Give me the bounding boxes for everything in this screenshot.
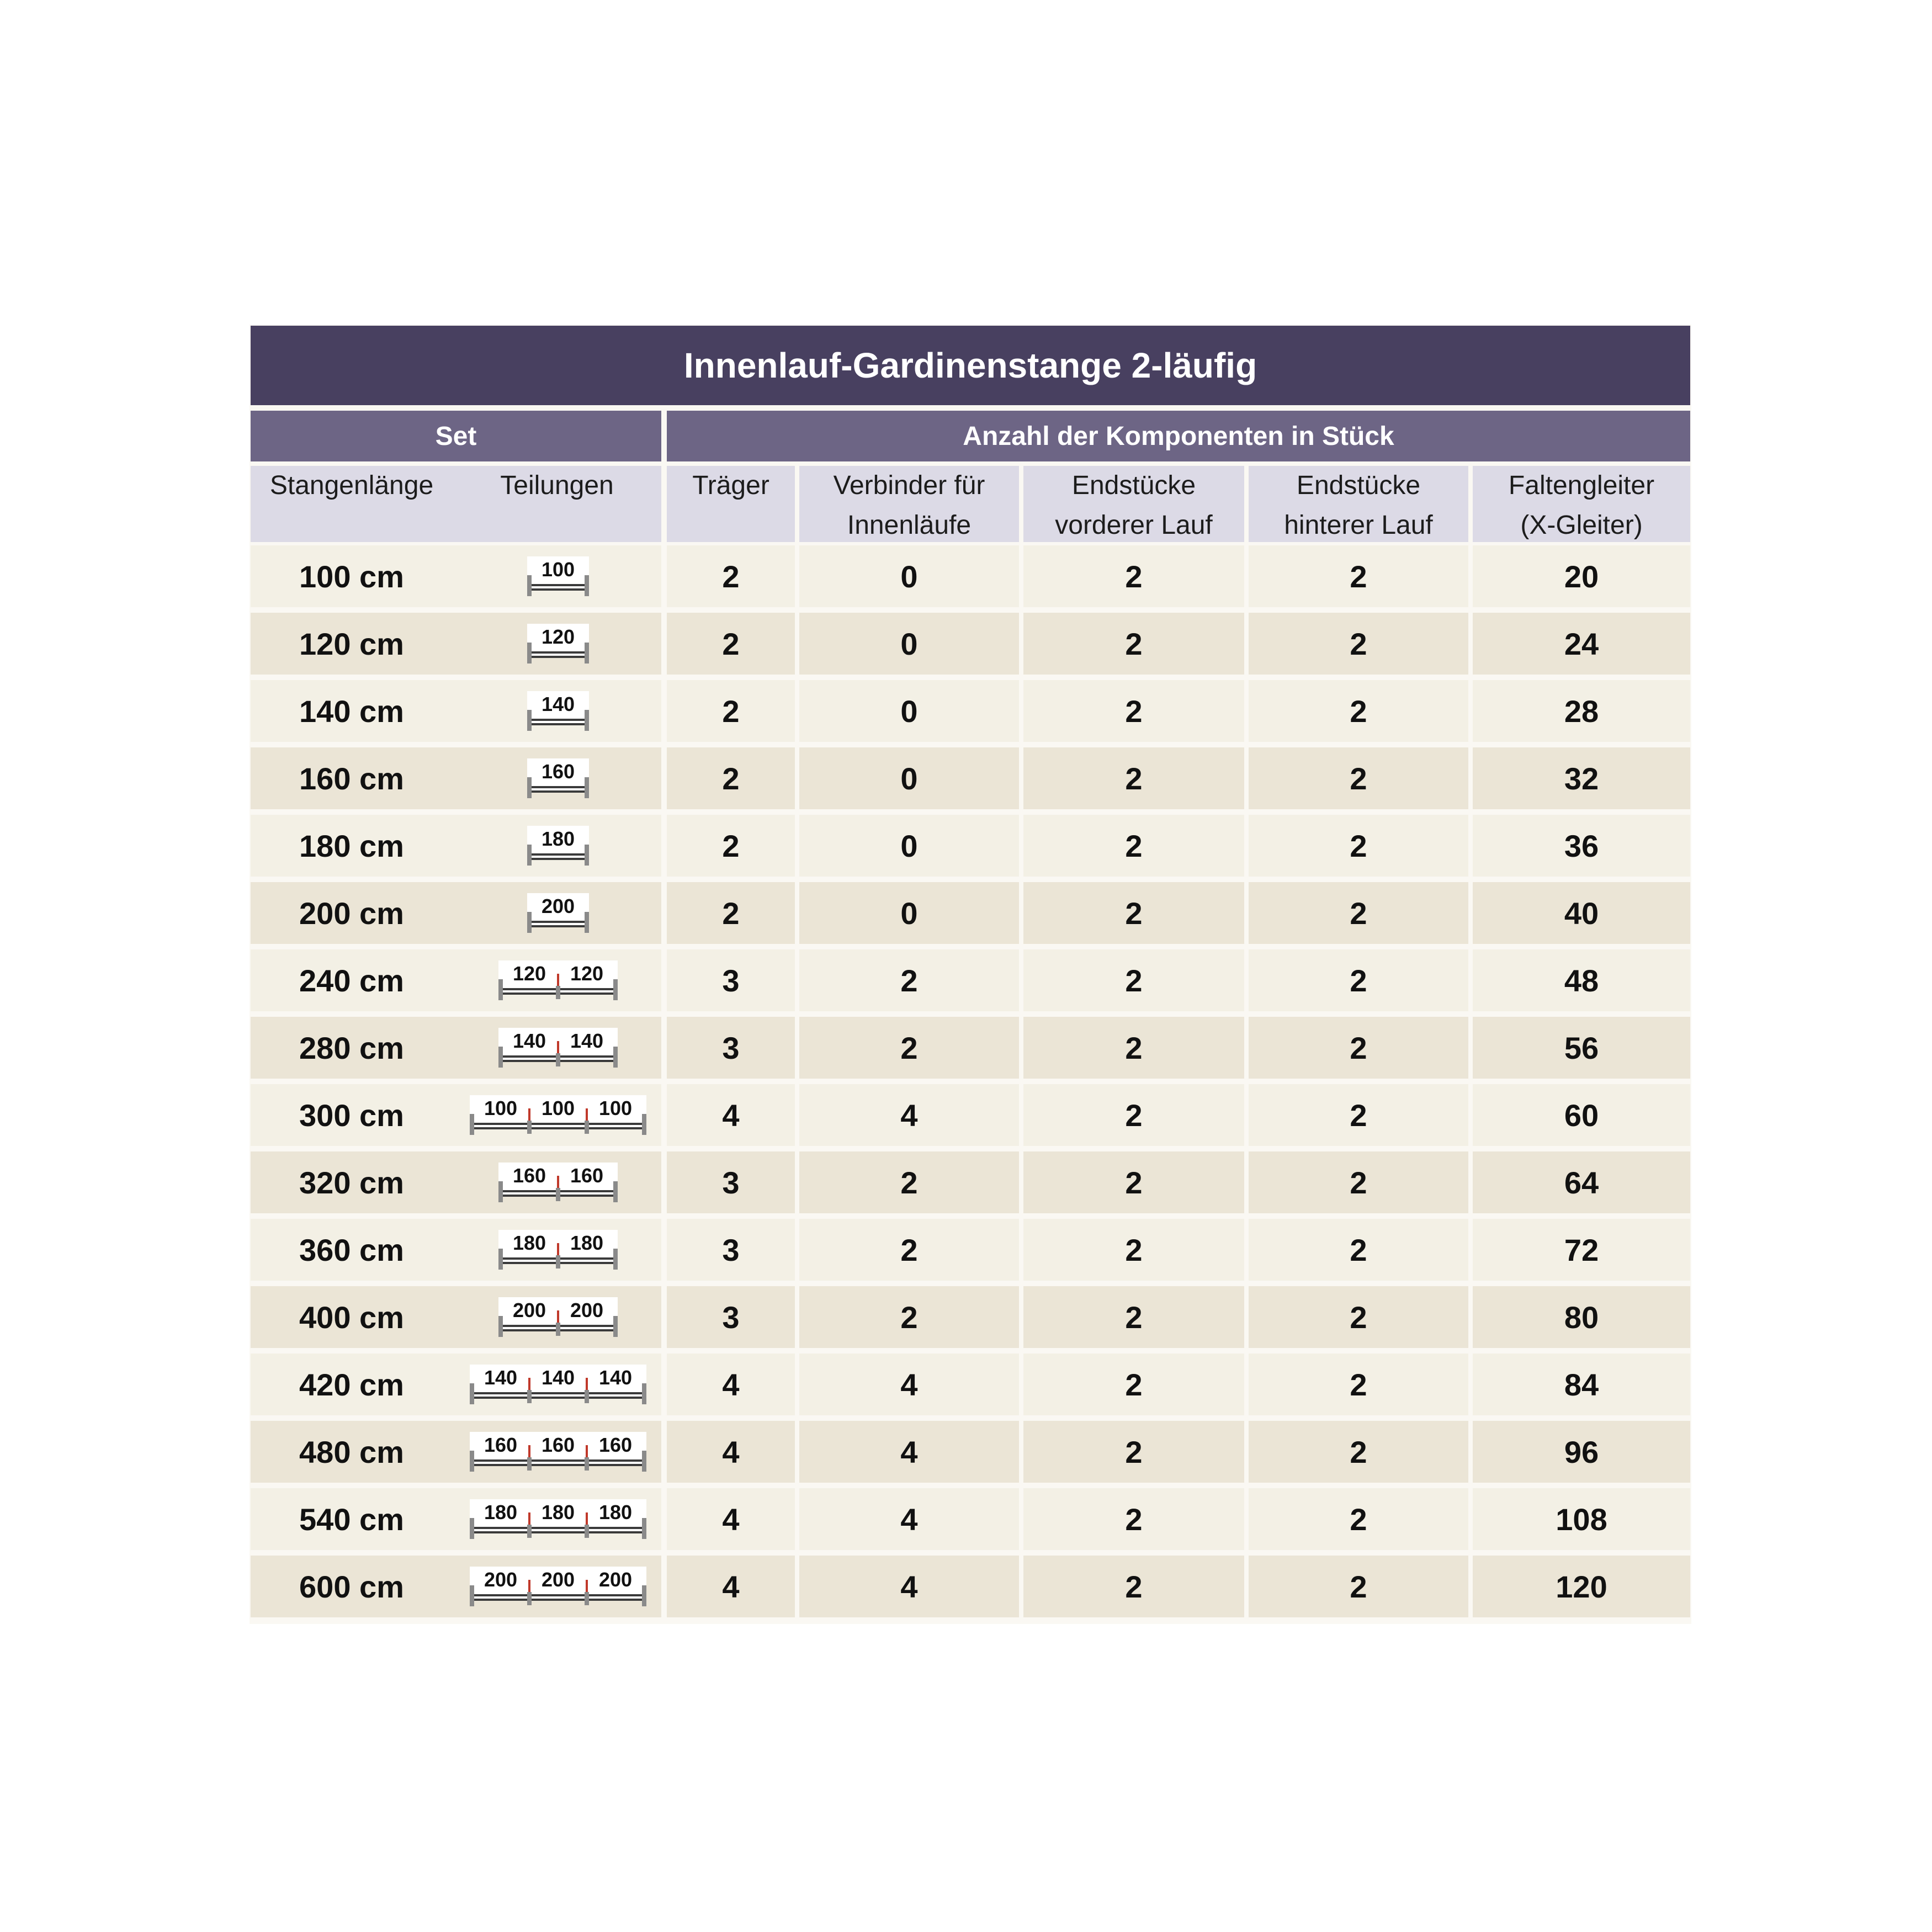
table-row-set (251, 1017, 661, 1079)
division-diagram (495, 1295, 621, 1341)
cell-verbinder: 4 (799, 1556, 1019, 1617)
cell-end-back: 2 (1249, 1084, 1468, 1146)
end-bracket (470, 1383, 474, 1404)
cell-verbinder: 4 (799, 1488, 1019, 1550)
cell-gleiter: 84 (1473, 1354, 1690, 1415)
cell-gleiter: 48 (1473, 949, 1690, 1011)
end-bracket (470, 1585, 474, 1606)
table-row-set (251, 613, 661, 675)
segment-label: 100 (541, 558, 575, 581)
cell-end-back: 2 (1249, 1556, 1468, 1617)
segment-label: 200 (512, 1299, 546, 1321)
table-row-set (251, 1219, 661, 1281)
cell-verbinder: 2 (799, 1017, 1019, 1079)
table-row-set (251, 1488, 661, 1550)
rail-diagram (466, 1362, 650, 1409)
cell-end-back: 2 (1249, 949, 1468, 1011)
table-row-set (251, 545, 661, 607)
column-header-line: Träger (692, 471, 769, 500)
rod-length: 240 cm (299, 963, 404, 998)
column-header-length (251, 466, 453, 542)
cell-gleiter: 64 (1473, 1151, 1690, 1213)
rail-diagram (524, 622, 592, 668)
column-header-gleiter (1473, 466, 1690, 542)
end-bracket (585, 575, 589, 596)
cell-gleiter: 60 (1473, 1084, 1690, 1146)
end-bracket (642, 1114, 646, 1135)
cell-end-front: 2 (1023, 1556, 1244, 1617)
cell-traeger: 4 (667, 1354, 795, 1415)
end-bracket (613, 1249, 618, 1270)
support-bracket (585, 1121, 589, 1134)
cell-end-front: 2 (1023, 1286, 1244, 1348)
cell-gleiter: 108 (1473, 1488, 1690, 1550)
support-bracket (556, 1188, 560, 1201)
cell-end-back: 2 (1249, 1017, 1468, 1079)
rod-length: 300 cm (299, 1097, 404, 1133)
cell-end-back: 2 (1249, 1219, 1468, 1281)
segment-label: 140 (541, 1366, 575, 1389)
table-title: Innenlauf-Gardinenstange 2-läufig (251, 326, 1690, 405)
support-bracket (556, 1255, 560, 1268)
column-header-traeger (667, 466, 795, 542)
rail-diagram (495, 1026, 621, 1072)
cell-traeger: 4 (667, 1488, 795, 1550)
cell-gleiter: 80 (1473, 1286, 1690, 1348)
cell-gleiter: 24 (1473, 613, 1690, 675)
cell-gleiter: 36 (1473, 815, 1690, 877)
segment-label: 180 (541, 827, 575, 850)
cell-traeger: 2 (667, 545, 795, 607)
end-bracket (527, 845, 532, 866)
end-bracket (642, 1383, 646, 1404)
support-bracket (527, 1121, 532, 1134)
table-row-set (251, 1151, 661, 1213)
rod-length: 140 cm (299, 693, 404, 729)
cell-gleiter: 32 (1473, 747, 1690, 809)
segment-label: 160 (484, 1434, 518, 1456)
column-header-line: Stangenlänge (269, 471, 434, 500)
table-row-set (251, 949, 661, 1011)
segment-label: 120 (541, 625, 575, 648)
cell-traeger: 2 (667, 747, 795, 809)
rod-length: 180 cm (299, 828, 404, 863)
end-bracket (498, 1181, 503, 1202)
support-bracket (585, 1525, 589, 1538)
cell-traeger: 4 (667, 1421, 795, 1483)
rail-diagram (495, 1228, 621, 1274)
division-diagram (495, 1228, 621, 1274)
segment-label: 140 (598, 1366, 633, 1389)
segment-label: 100 (484, 1097, 518, 1119)
size-table (250, 325, 1691, 1624)
division-diagram (524, 824, 592, 870)
rod-length: 100 cm (299, 559, 404, 594)
division-diagram (466, 1362, 650, 1409)
rod-length: 320 cm (299, 1165, 404, 1200)
cell-end-front: 2 (1023, 815, 1244, 877)
rail-diagram (466, 1497, 650, 1543)
division-diagram (524, 554, 592, 601)
segment-label: 200 (484, 1568, 518, 1591)
segment-label: 140 (484, 1366, 518, 1389)
segment-label: 200 (570, 1299, 604, 1321)
column-header-line: Teilungen (500, 471, 614, 500)
cell-verbinder: 0 (799, 882, 1019, 944)
end-bracket (470, 1114, 474, 1135)
support-bracket (585, 1592, 589, 1605)
end-bracket (613, 1181, 618, 1202)
column-header-divisions (453, 466, 661, 542)
cell-verbinder: 0 (799, 613, 1019, 675)
cell-gleiter: 96 (1473, 1421, 1690, 1483)
division-diagram (466, 1430, 650, 1476)
rail-diagram (524, 756, 592, 803)
column-header-line: Faltengleiter (1508, 471, 1655, 500)
cell-traeger: 3 (667, 1151, 795, 1213)
end-bracket (585, 710, 589, 731)
segment-label: 160 (541, 1434, 575, 1456)
end-bracket (613, 979, 618, 1000)
cell-end-front: 2 (1023, 613, 1244, 675)
rail-diagram (495, 958, 621, 1005)
cell-traeger: 3 (667, 1219, 795, 1281)
end-bracket (585, 912, 589, 933)
cell-verbinder: 0 (799, 815, 1019, 877)
segment-label: 180 (512, 1232, 546, 1254)
end-bracket (498, 979, 503, 1000)
rod-length: 360 cm (299, 1232, 404, 1267)
table-row-set (251, 882, 661, 944)
segment-label: 180 (484, 1501, 518, 1524)
cell-traeger: 4 (667, 1084, 795, 1146)
end-bracket (613, 1047, 618, 1068)
cell-end-back: 2 (1249, 613, 1468, 675)
rod-length: 480 cm (299, 1434, 404, 1469)
rod-length: 400 cm (299, 1299, 404, 1335)
division-diagram (524, 891, 592, 937)
segment-label: 160 (570, 1164, 604, 1187)
support-bracket (527, 1457, 532, 1471)
cell-gleiter: 56 (1473, 1017, 1690, 1079)
cell-traeger: 2 (667, 815, 795, 877)
table-row-set (251, 1354, 661, 1415)
cell-end-front: 2 (1023, 1421, 1244, 1483)
cell-end-front: 2 (1023, 1017, 1244, 1079)
segment-label: 120 (512, 962, 546, 985)
cell-end-back: 2 (1249, 815, 1468, 877)
cell-end-back: 2 (1249, 545, 1468, 607)
division-diagram (466, 1093, 650, 1139)
cell-end-front: 2 (1023, 680, 1244, 742)
cell-verbinder: 2 (799, 1151, 1019, 1213)
support-bracket (527, 1390, 532, 1403)
cell-end-front: 2 (1023, 882, 1244, 944)
support-bracket (556, 1323, 560, 1336)
column-header-verbinder (799, 466, 1019, 542)
cell-end-back: 2 (1249, 1488, 1468, 1550)
table-row-set (251, 747, 661, 809)
rail-diagram (466, 1430, 650, 1476)
end-bracket (585, 777, 589, 798)
group-header-components: Anzahl der Komponenten in Stück (667, 411, 1690, 461)
cell-traeger: 2 (667, 680, 795, 742)
end-bracket (642, 1518, 646, 1539)
cell-end-front: 2 (1023, 1084, 1244, 1146)
cell-verbinder: 2 (799, 1219, 1019, 1281)
segment-label: 160 (598, 1434, 633, 1456)
segment-label: 160 (541, 760, 575, 783)
division-diagram (524, 756, 592, 803)
cell-verbinder: 4 (799, 1354, 1019, 1415)
rod-length: 540 cm (299, 1501, 404, 1537)
support-bracket (556, 986, 560, 999)
end-bracket (527, 575, 532, 596)
segment-label: 160 (512, 1164, 546, 1187)
cell-verbinder: 0 (799, 747, 1019, 809)
segment-label: 180 (598, 1501, 633, 1524)
rail-diagram (524, 891, 592, 937)
end-bracket (527, 710, 532, 731)
rail-diagram (466, 1564, 650, 1611)
segment-label: 200 (541, 895, 575, 917)
cell-gleiter: 72 (1473, 1219, 1690, 1281)
rail-diagram (524, 824, 592, 870)
division-diagram (524, 689, 592, 735)
table-row-set (251, 1556, 661, 1617)
cell-end-back: 2 (1249, 1151, 1468, 1213)
end-bracket (642, 1451, 646, 1472)
end-bracket (498, 1047, 503, 1068)
cell-verbinder: 2 (799, 1286, 1019, 1348)
segment-label: 120 (570, 962, 604, 985)
cell-end-front: 2 (1023, 1488, 1244, 1550)
cell-end-back: 2 (1249, 882, 1468, 944)
rail-diagram (495, 1295, 621, 1341)
division-diagram (495, 1026, 621, 1072)
segment-label: 200 (598, 1568, 633, 1591)
rod-length: 420 cm (299, 1367, 404, 1402)
cell-end-back: 2 (1249, 747, 1468, 809)
segment-label: 100 (541, 1097, 575, 1119)
end-bracket (585, 845, 589, 866)
column-header-line: (X-Gleiter) (1520, 511, 1643, 540)
end-bracket (527, 777, 532, 798)
column-header-line: Endstücke (1296, 471, 1421, 500)
cell-end-back: 2 (1249, 1421, 1468, 1483)
end-bracket (585, 643, 589, 664)
cell-end-front: 2 (1023, 949, 1244, 1011)
cell-gleiter: 120 (1473, 1556, 1690, 1617)
column-header-line: hinterer Lauf (1284, 511, 1433, 540)
cell-traeger: 4 (667, 1556, 795, 1617)
table-row-set (251, 1286, 661, 1348)
rod-length: 200 cm (299, 895, 404, 931)
column-header-line: Innenläufe (847, 511, 972, 540)
segment-label: 140 (512, 1029, 546, 1052)
end-bracket (470, 1518, 474, 1539)
end-bracket (613, 1316, 618, 1337)
support-bracket (556, 1053, 560, 1066)
segment-label: 180 (541, 1501, 575, 1524)
end-bracket (470, 1451, 474, 1472)
segment-label: 100 (598, 1097, 633, 1119)
cell-end-front: 2 (1023, 1354, 1244, 1415)
rod-length: 280 cm (299, 1030, 404, 1065)
segment-label: 180 (570, 1232, 604, 1254)
division-diagram (466, 1564, 650, 1611)
segment-label: 200 (541, 1568, 575, 1591)
cell-traeger: 3 (667, 949, 795, 1011)
cell-end-back: 2 (1249, 1286, 1468, 1348)
group-header-set: Set (251, 411, 661, 461)
column-header-line: Endstücke (1071, 471, 1196, 500)
division-diagram (466, 1497, 650, 1543)
rail-diagram (524, 689, 592, 735)
cell-traeger: 2 (667, 613, 795, 675)
support-bracket (527, 1592, 532, 1605)
support-bracket (527, 1525, 532, 1538)
division-diagram (495, 1160, 621, 1207)
rod-length: 160 cm (299, 761, 404, 796)
cell-traeger: 2 (667, 882, 795, 944)
cell-end-front: 2 (1023, 747, 1244, 809)
cell-end-front: 2 (1023, 1219, 1244, 1281)
cell-end-back: 2 (1249, 1354, 1468, 1415)
rail-diagram (524, 554, 592, 601)
end-bracket (498, 1316, 503, 1337)
cell-end-front: 2 (1023, 1151, 1244, 1213)
cell-gleiter: 40 (1473, 882, 1690, 944)
cell-end-front: 2 (1023, 545, 1244, 607)
table-row-set (251, 680, 661, 742)
cell-end-back: 2 (1249, 680, 1468, 742)
segment-label: 140 (541, 693, 575, 715)
column-header-line: Verbinder für (833, 471, 985, 500)
cell-verbinder: 0 (799, 545, 1019, 607)
end-bracket (527, 912, 532, 933)
support-bracket (585, 1390, 589, 1403)
table-row-set (251, 1084, 661, 1146)
cell-traeger: 3 (667, 1286, 795, 1348)
cell-gleiter: 20 (1473, 545, 1690, 607)
cell-verbinder: 0 (799, 680, 1019, 742)
end-bracket (527, 643, 532, 664)
end-bracket (642, 1585, 646, 1606)
column-header-line: vorderer Lauf (1055, 511, 1213, 540)
segment-label: 140 (570, 1029, 604, 1052)
table-row-set (251, 815, 661, 877)
cell-verbinder: 4 (799, 1084, 1019, 1146)
cell-verbinder: 2 (799, 949, 1019, 1011)
rail-diagram (495, 1160, 621, 1207)
cell-traeger: 3 (667, 1017, 795, 1079)
rod-length: 600 cm (299, 1569, 404, 1604)
cell-gleiter: 28 (1473, 680, 1690, 742)
column-header-end-front (1023, 466, 1244, 542)
rail-diagram (466, 1093, 650, 1139)
table-row-set (251, 1421, 661, 1483)
support-bracket (585, 1457, 589, 1471)
column-header-end-back (1249, 466, 1468, 542)
cell-verbinder: 4 (799, 1421, 1019, 1483)
end-bracket (498, 1249, 503, 1270)
rod-length: 120 cm (299, 626, 404, 661)
division-diagram (495, 958, 621, 1005)
division-diagram (524, 622, 592, 668)
